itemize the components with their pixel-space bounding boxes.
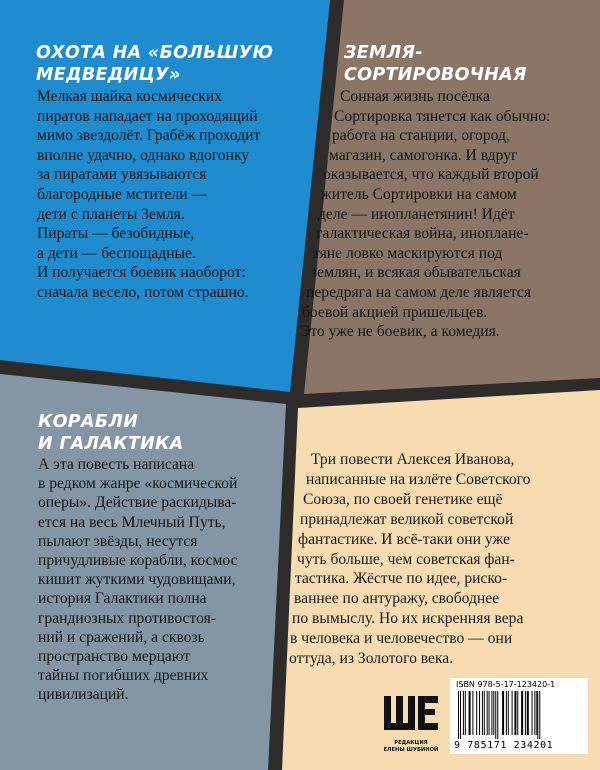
- blurb-text-line: написанные на излёте Советского: [306, 470, 531, 488]
- sorting-text-line: Сортировка тянется как обычно:: [334, 107, 551, 125]
- sorting-text-line: деле — инопланетянин! Идёт: [318, 205, 515, 223]
- sorting-text-line: тяне ловко маскируются под: [313, 244, 503, 262]
- blurb-text-line: по вымыслу. Но их искренняя вера: [292, 610, 524, 628]
- blurb-text-line: фантастике. И всё-таки они уже: [298, 530, 510, 548]
- ships-text-line: грандиозных противостоя-: [38, 609, 216, 627]
- hunt-text-line: за пиратами увязываются: [37, 166, 207, 184]
- ships-text-line: кишит жуткими чудовищами,: [38, 571, 236, 589]
- hunt-text-line: И получается боевик наоборот:: [37, 264, 246, 282]
- publisher-logo-mark-icon: [378, 690, 444, 738]
- ships-text-line: пылают звёзды, несутся: [38, 532, 198, 550]
- hunt-text-line: Мелкая шайка космических: [37, 88, 223, 105]
- ships-text-line: ется на весь Млечный Путь,: [38, 513, 226, 531]
- publisher-line-1: РЕДАКЦИЯ: [394, 740, 428, 746]
- sorting-text-line: боевой акцией пришельцев.: [302, 303, 488, 321]
- sorting-text-line: житель Сортировки на самом: [321, 186, 517, 203]
- sorting-text-line: работа на станции, огород,: [332, 127, 510, 145]
- blurb-text-line: оттуда, из Золотого века.: [289, 650, 454, 667]
- sorting-text-line: землян, и всякая обывательская: [311, 264, 521, 282]
- ships-text-line: оперы». Действие раскидыва-: [38, 494, 237, 512]
- hunt-text-line: а дети — беспощадные.: [37, 244, 196, 262]
- sorting-title-line-1: ЗЕМЛЯ-: [344, 43, 423, 63]
- hunt-text-line: сначала весело, потом страшно.: [37, 284, 249, 301]
- hunt-text-line: благородные мстители —: [37, 186, 208, 203]
- ships-text-line: в редком жанре «космической: [38, 475, 238, 493]
- blurb-text-line: тастика. Жёстче по идее, риско-: [295, 570, 508, 588]
- ships-text-line: пространство мерцают: [38, 648, 191, 665]
- blurb-text-line: в человека и человечество — они: [290, 630, 513, 648]
- ships-text-line: ний и сражений, а сквозь: [38, 628, 205, 646]
- barcode-icon: [454, 691, 584, 739]
- sorting-text-line: оказывается, что каждый второй: [323, 166, 539, 184]
- publisher-logo: [378, 690, 444, 756]
- hunt-text-line: вполне удачно, однако вдогонку: [37, 146, 250, 164]
- hunt-text-line: пиратов нападает на проходящий: [37, 107, 258, 125]
- hunt-title-line-1: ОХОТА НА «БОЛЬШУЮ: [36, 43, 274, 63]
- ships-text-line: история Галактики полна: [38, 590, 207, 608]
- blurb-text-line: принадлежат великой советской: [300, 510, 514, 528]
- ships-title-line-1: КОРАБЛИ: [38, 412, 139, 432]
- hunt-title-line-2: МЕДВЕДИЦУ»: [36, 65, 181, 85]
- isbn-barcode-box: [450, 678, 588, 754]
- blurb-text-line: чуть больше, чем советская фан-: [297, 550, 515, 568]
- ships-text-line: А эта повесть написана: [38, 456, 195, 473]
- blurb-text-line: Три повести Алексея Иванова,: [311, 451, 515, 468]
- ships-text-line: причудливые корабли, космос: [38, 552, 238, 569]
- sorting-text-line: передряга на самом деле является: [306, 284, 531, 301]
- hunt-text-line: Пираты — безобидные,: [37, 225, 195, 243]
- ships-text-line: цивилизаций.: [38, 686, 129, 704]
- ships-text-line: тайны погибших древних: [38, 667, 209, 685]
- hunt-text-line: дети с планеты Земля.: [37, 205, 185, 223]
- ships-title-line-2: И ГАЛАКТИКА: [38, 434, 184, 454]
- sorting-title-line-2: СОРТИРОВОЧНАЯ: [344, 65, 527, 85]
- blurb-text-line: Союза, по своей генетике ещё: [303, 490, 503, 508]
- hunt-text-line: мимо звездолёт. Грабёж проходит: [37, 127, 261, 145]
- publisher-line-2: ЕЛЕНЫ ШУБИНОЙ: [383, 747, 439, 753]
- sorting-text-line: Это уже не боевик, а комедия.: [300, 323, 500, 341]
- blurb-text-line: ваннее по антуражу, свободнее: [294, 590, 500, 608]
- barcode-digits: 9 785171 234201: [454, 740, 554, 751]
- sorting-text-line: галактическая война, инопланe-: [316, 225, 529, 243]
- isbn-label: ISBN 978-5-17-123420-1: [456, 680, 556, 689]
- sorting-text-line: Сонная жизнь посёлка: [340, 88, 490, 105]
- sorting-text-line: магазин, самогонка. И вдруг: [329, 146, 518, 164]
